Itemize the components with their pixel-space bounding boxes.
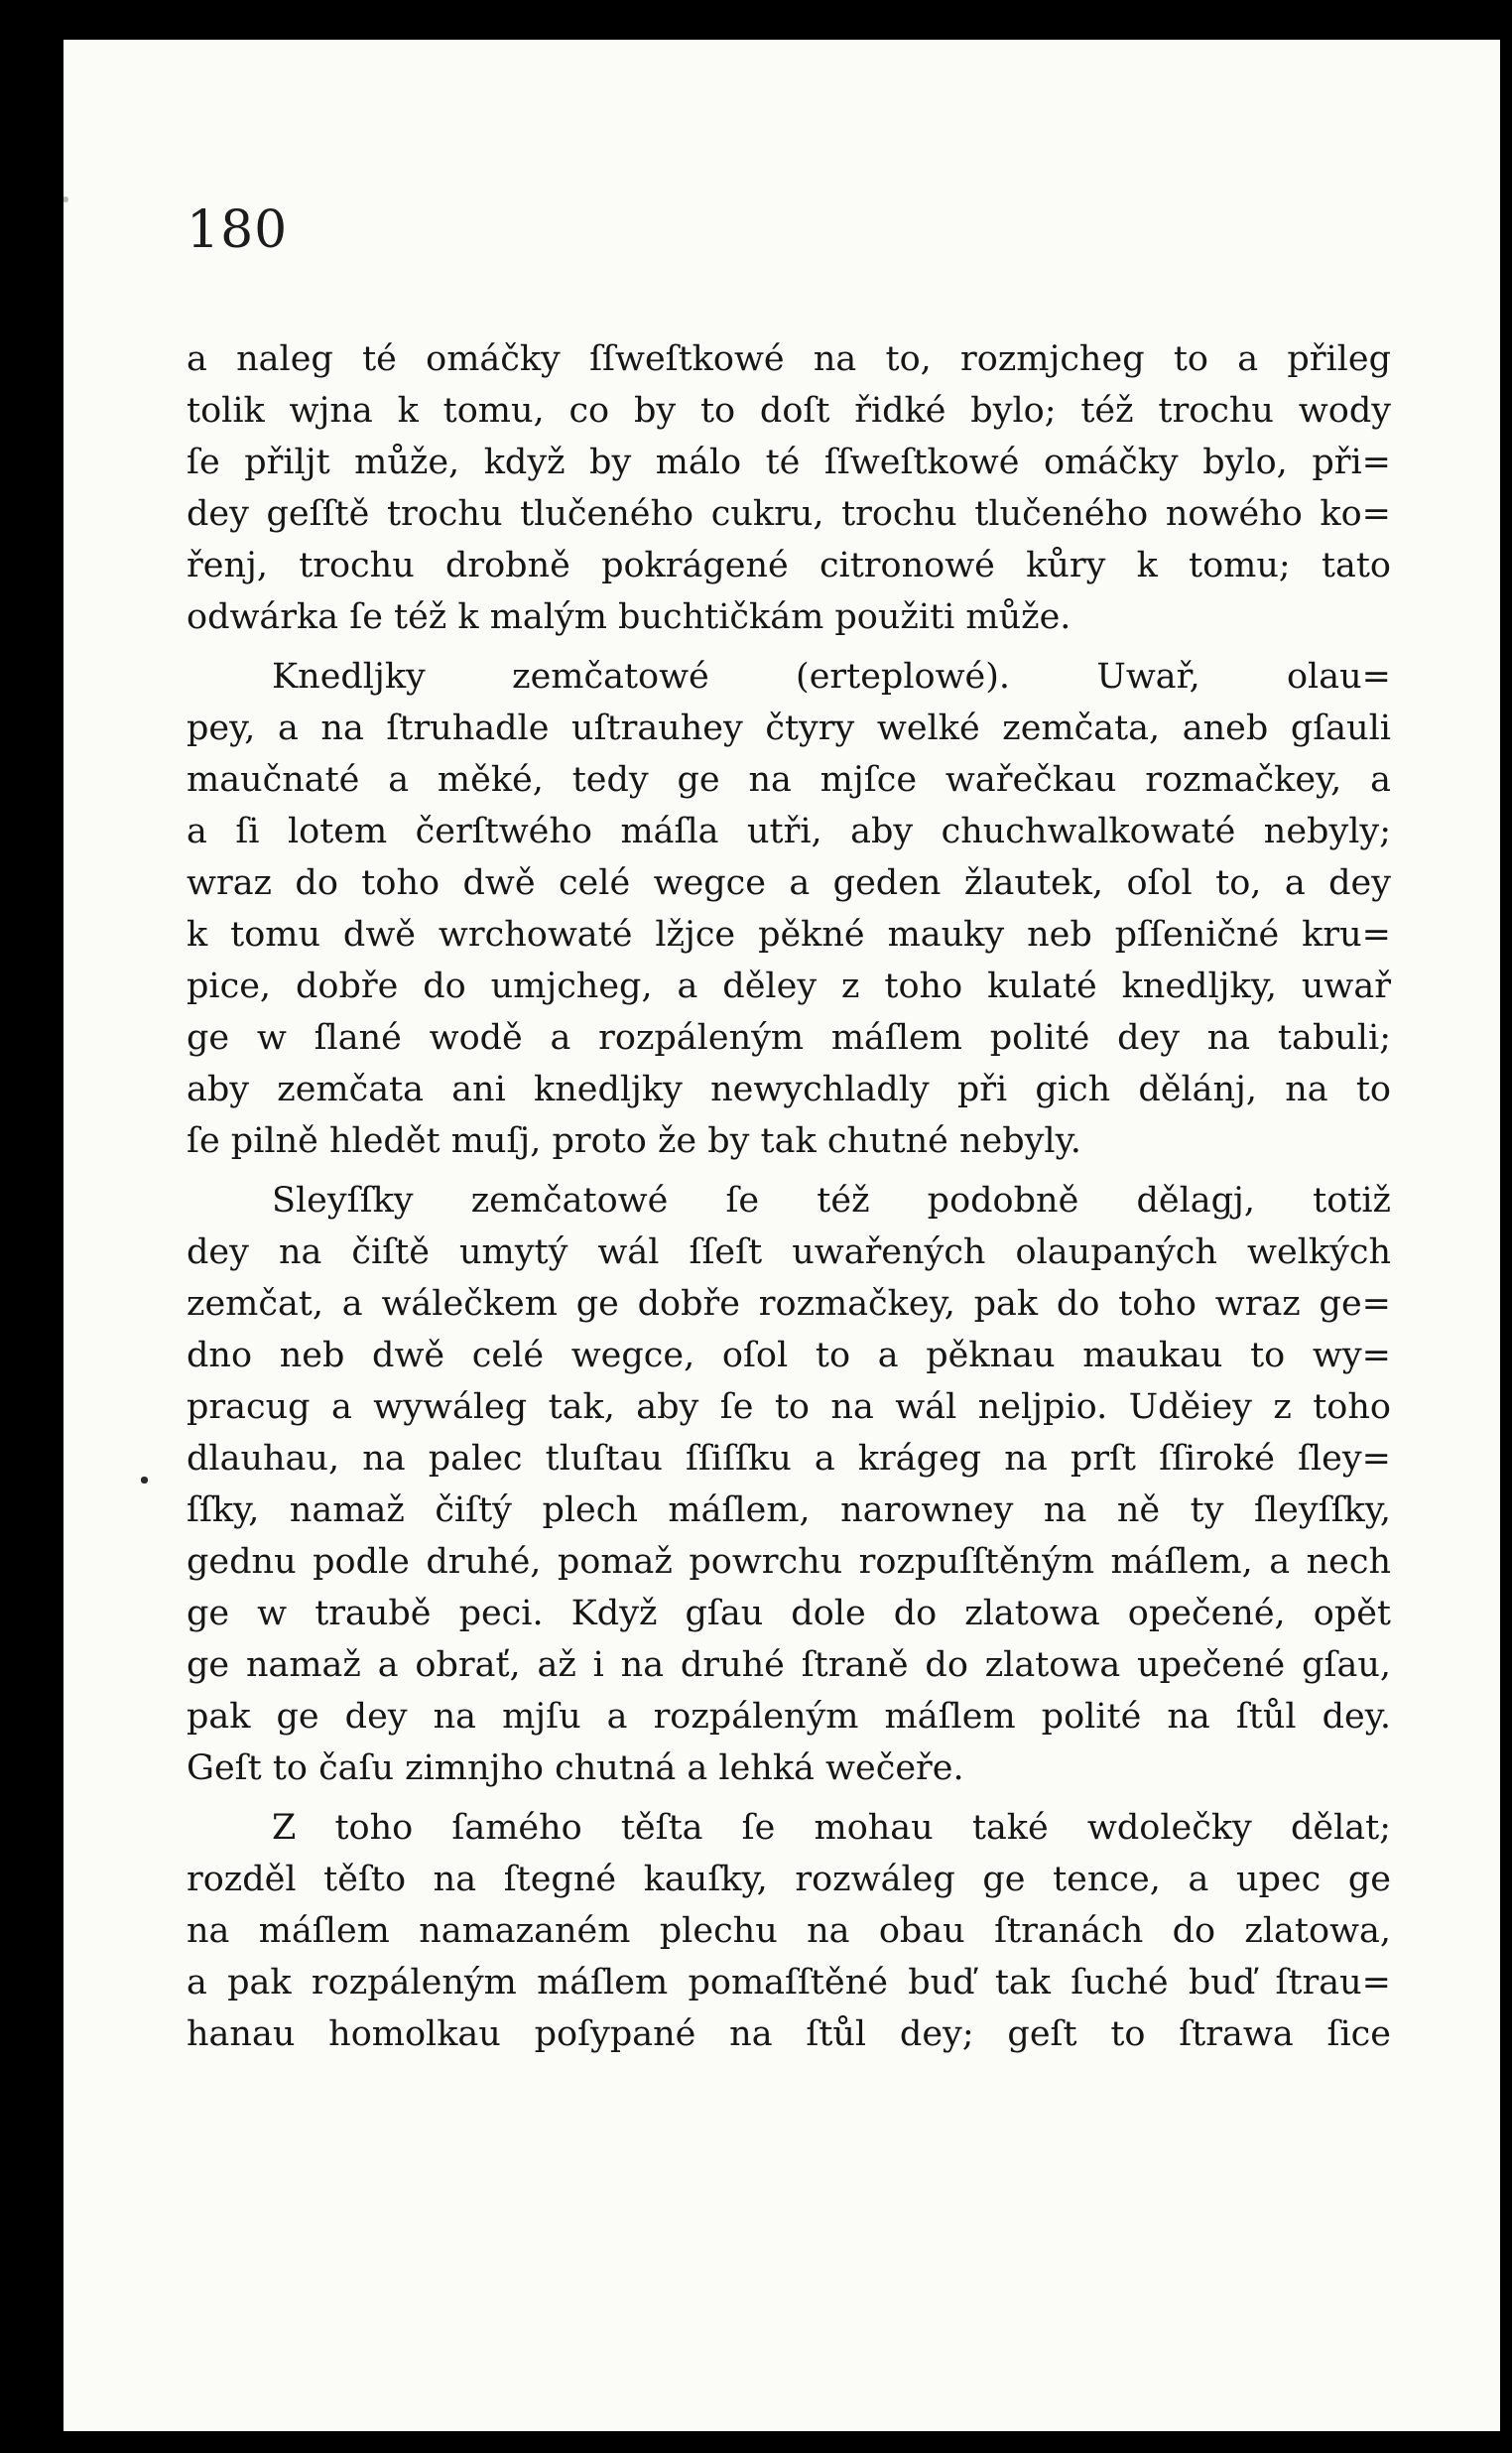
text-line: maučnaté a měké, tedy ge na mjſce wařečkau rozmačkey, a [187,760,1391,800]
text-line: dey geſſtě trochu tlučeného cukru, trochu tlučeného nowého ko= [187,494,1391,534]
text-line: odwárka ſe též k malým buchtičkám použiti může. [187,597,1071,637]
text-line: gednu podle druhé, pomaž powrchu rozpuſſtěným máſlem, a nech [187,1542,1391,1582]
page-body [187,333,1391,2060]
book-page [63,40,1500,2431]
text-line: Z toho ſamého těſta ſe mohau také wdolečky dělat; [272,1808,1391,1848]
page-number: 180 [187,200,289,260]
text-line: pak ge dey na mjſu a rozpáleným máſlem polité na ſtůl dey. [187,1697,1391,1737]
speck-mark [63,196,68,202]
text-line: řenj, trochu drobně pokrágené citronowé kůry k tomu; tato [187,546,1391,585]
paragraph-sauce [187,333,1391,643]
text-line: dno neb dwě celé wegce, oſol to a pěknau maukau to wy= [187,1336,1391,1375]
text-line: wraz do toho dwě celé wegce a geden žlautek, oſol to, a dey [187,863,1391,903]
text-line: Geſt to čaſu zimnjho chutná a lehká wečeře. [187,1748,964,1788]
text-line: a pak rozpáleným máſlem pomaſſtěné buď tak ſuché buď ſtrau= [187,1963,1391,2002]
text-line: a naleg té omáčky ſſweſtkowé na to, rozmjcheg to a přileg [187,339,1391,379]
text-line: k tomu dwě wrchowaté lžjce pěkné mauky neb pſſeničné kru= [187,915,1391,955]
text-line: ſe pilně hledět muſj, proto že by tak chutné nebyly. [187,1121,1081,1161]
text-line: dey na čiſtě umytý wál ſſeſt uwařených olaupaných welkých [187,1232,1391,1272]
margin-dot [141,1477,148,1484]
text-line: pey, a na ſtruhadle uſtrauhey čtyry welké zemčata, aneb gſauli [187,709,1391,748]
paragraph-potato-dumplings [187,651,1391,1167]
text-line: na máſlem namazaném plechu na obau ſtranách do zlatowa, [187,1911,1391,1951]
text-line: ſe přiljt může, když by málo té ſſweſtkowé omáčky bylo, při= [187,443,1391,482]
text-line: ge w traubě peci. Když gſau dole do zlatowa opečené, opět [187,1594,1391,1633]
text-line: rozděl těſto na ſtegné kauſky, rozwáleg ge tence, a upec ge [187,1860,1391,1899]
text-line: pice, dobře do umjcheg, a děley z toho kulaté knedljky, uwař [187,967,1391,1006]
text-line: pracug a wywáleg tak, aby ſe to na wál neljpio. Uděiey z toho [187,1387,1391,1427]
text-line: hanau homolkau poſypané na ſtůl dey; geſt to ſtrawa ſice [187,2014,1391,2054]
paragraph-pastries [187,1802,1391,2060]
text-line: aby zemčata ani knedljky newychladly při gich dělánj, na to [187,1070,1391,1109]
text-line: ge w ſlané wodě a rozpáleným máſlem polité dey na tabuli; [187,1018,1391,1058]
text-line: tolik wjna k tomu, co by to doſt řidké bylo; též trochu wody [187,391,1391,431]
text-line: Sleyſſky zemčatowé ſe též podobně dělagj, totiž [272,1181,1391,1221]
paragraph-potato-slices [187,1175,1391,1794]
text-line: Knedljky zemčatowé (erteplowé). Uwař, olau= [272,657,1391,697]
text-line: ge namaž a obrať, až i na druhé ſtraně do zlatowa upečené gſau, [187,1645,1391,1685]
text-line: ſſky, namaž čiſtý plech máſlem, narowney na ně ty ſleyſſky, [187,1490,1391,1530]
text-line: a ſi lotem čerſtwého máſla utři, aby chuchwalkowaté nebyly; [187,812,1391,851]
text-line: dlauhau, na palec tluſtau ſſiſſku a krágeg na prſt ſſiroké ſley= [187,1439,1391,1479]
text-line: zemčat, a wálečkem ge dobře rozmačkey, pak do toho wraz ge= [187,1284,1391,1324]
